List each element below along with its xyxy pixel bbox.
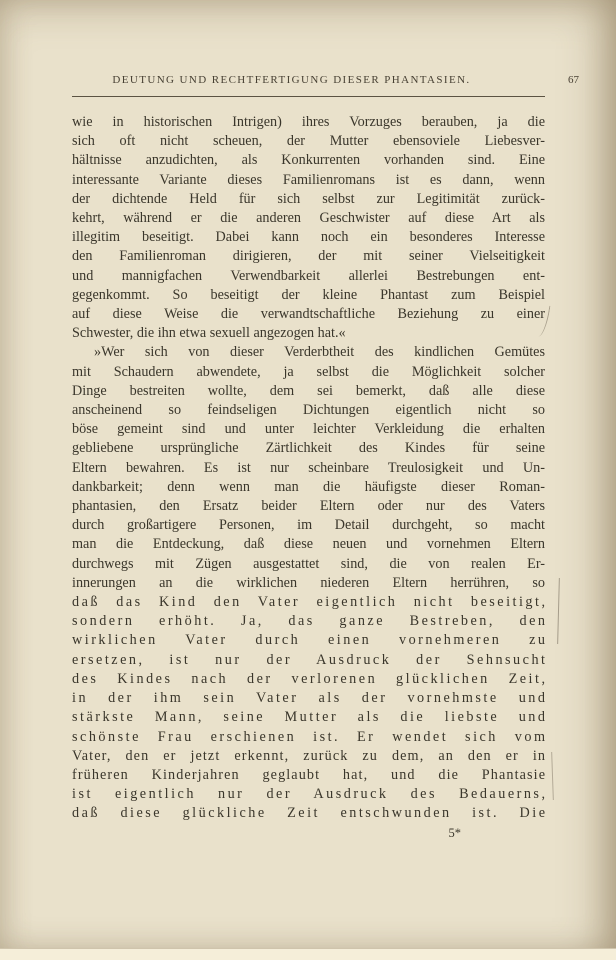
pencil-mark xyxy=(557,578,560,644)
text-line: man die Entdeckung, daß diese neuen und vornehmen Eltern xyxy=(72,536,545,553)
text-line: Eltern bewahren. Es ist nur scheinbare Treulosigkeit und Un- xyxy=(72,459,545,476)
text-line: sich oft nicht scheuen, der Mutter ebensoviele Liebesver- xyxy=(72,133,545,150)
page-bottom-edge xyxy=(0,948,616,960)
page-number: 67 xyxy=(568,74,579,86)
text-line: gebliebene ursprüngliche Zärtlichkeit des Kindes für seine xyxy=(72,440,545,457)
text-line: böse gemeint sind und unter leichter Verkleidung die erhalten xyxy=(72,421,545,438)
text-line: innerungen an die wirklichen niederen Eltern herrühren, so xyxy=(72,574,545,591)
text-line: und mannigfachen Verwendbarkeit allerlei Bestrebungen ent- xyxy=(72,267,545,284)
text-line: »Wer sich von dieser Verderbtheit des kindlichen Gemütes xyxy=(94,344,545,361)
text-line: phantasien, den Ersatz beider Eltern oder nur des Vaters xyxy=(72,498,545,515)
text-line: schönste Frau erschienen ist. Er wendet sich vom xyxy=(72,728,548,745)
header-rule xyxy=(72,96,545,97)
signature-mark: 5* xyxy=(448,825,461,840)
text-line: illegitim beseitigt. Dabei kann noch ein besonderes Interesse xyxy=(72,229,545,246)
text-line: ist eigentlich nur der Ausdruck des Bedauerns, xyxy=(72,786,548,803)
text-line: gegenkommt. So beseitigt der kleine Phantast zum Beispiel xyxy=(72,286,545,303)
text-line: auf diese Weise die verwandtschaftliche Beziehung zu einer xyxy=(72,306,545,323)
running-title: DEUTUNG UND RECHTFERTIGUNG DIESER PHANTASIEN. xyxy=(112,74,471,86)
text-line: durch großartigere Personen, im Detail durchgeht, so macht xyxy=(72,517,545,534)
text-line: interessante Variante dieses Familienromans ist es dann, wenn xyxy=(72,171,545,188)
text-block xyxy=(72,74,579,841)
pencil-mark xyxy=(551,752,554,800)
text-line: sondern erhöht. Ja, das ganze Bestreben, den xyxy=(72,613,548,630)
page-header xyxy=(72,74,579,92)
text-line: durchwegs mit Zügen ausgestattet sind, die von realen Er- xyxy=(72,555,545,572)
text-line: Dinge bestreiten wollte, dem sei bemerkt, daß alle diese xyxy=(72,382,545,399)
text-line: mit Schaudern abwendete, ja selbst die Möglichkeit solcher xyxy=(72,363,545,380)
text-line: stärkste Mann, seine Mutter als die liebste und xyxy=(72,709,548,726)
text-line: ersetzen, ist nur der Ausdruck der Sehnsucht xyxy=(72,651,548,668)
text-line: Vater, den er jetzt erkennt, zurück zu dem, an den er in xyxy=(72,747,547,764)
text-line: anscheinend so feindseligen Dichtungen eigentlich nicht so xyxy=(72,402,545,419)
text-line: daß diese glückliche Zeit entschwunden ist. Die xyxy=(72,805,548,822)
text-line: in der ihm sein Vater als der vornehmste und xyxy=(72,690,548,707)
text-line: wie in historischen Intrigen) ihres Vorzuges berauben, ja die xyxy=(72,114,545,130)
text-line: der dichtende Held für sich selbst zur Legitimität zurück- xyxy=(72,190,545,207)
text-line: Schwester, die ihn etwa sexuell angezogen hat.« xyxy=(72,325,346,342)
text-line: daß das Kind den Vater eigentlich nicht beseitigt, xyxy=(72,594,548,611)
text-line: den Familienroman dirigieren, der mit seiner Vielseitigkeit xyxy=(72,248,545,265)
text-line: dankbarkeit; denn wenn man die häufigste dieser Roman- xyxy=(72,478,545,495)
text-line: des Kindes nach der verlorenen glücklichen Zeit, xyxy=(72,670,548,687)
text-line: kehrt, während er die anderen Geschwister auf diese Art als xyxy=(72,210,545,227)
text-line: hältnisse anzudichten, als Konkurrenten vorhanden sind. Eine xyxy=(72,152,545,169)
text-line: früheren Kinderjahren geglaubt hat, und die Phantasie xyxy=(72,766,547,783)
text-line: wirklichen Vater durch einen vornehmeren zu xyxy=(72,632,548,649)
body-text xyxy=(72,113,548,824)
